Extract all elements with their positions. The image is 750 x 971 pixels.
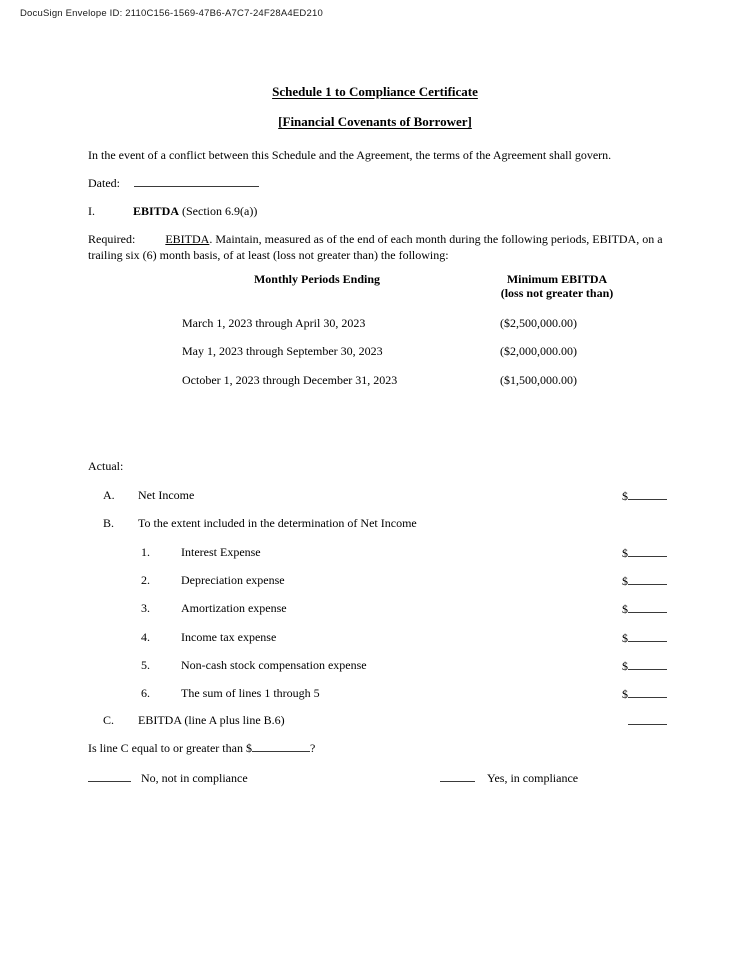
line-item-b3 — [88, 601, 667, 617]
item-label: Non-cash stock compensation expense — [181, 658, 367, 672]
table-row — [182, 316, 667, 331]
period-cell: October 1, 2023 through December 31, 2023 — [182, 373, 398, 387]
item-marker: 6. — [141, 686, 150, 700]
section-suffix: (Section 6.9(a)) — [182, 204, 258, 218]
no-compliance-blank[interactable] — [88, 770, 131, 782]
question-text: Is line C equal to or greater than $ — [88, 741, 252, 755]
item-marker: C. — [103, 713, 115, 727]
section-numeral: I. — [88, 204, 95, 218]
table-header-periods: Monthly Periods Ending — [253, 272, 381, 286]
item-marker: A. — [103, 488, 115, 502]
no-compliance-option — [88, 771, 248, 785]
item-label: To the extent included in the determination of Net Income — [138, 516, 417, 530]
amount-cell: ($2,500,000.00) — [500, 316, 577, 330]
section-heading-ebitda — [88, 203, 667, 219]
amount-field — [622, 658, 667, 674]
compliance-options — [88, 770, 667, 786]
dollar-sign: $ — [622, 546, 628, 560]
table-row — [182, 344, 667, 359]
dated-label: Dated: — [88, 176, 120, 190]
amount-blank[interactable] — [628, 713, 667, 725]
item-marker: 3. — [141, 601, 150, 615]
line-item-c — [88, 713, 667, 729]
amount-field — [622, 686, 667, 702]
actual-label: Actual: — [88, 459, 124, 473]
amount-blank[interactable] — [628, 545, 667, 557]
item-marker: 2. — [141, 573, 150, 587]
yes-compliance-blank[interactable] — [440, 770, 475, 782]
item-label: Income tax expense — [181, 630, 277, 644]
dollar-sign: $ — [622, 489, 628, 503]
item-label: Net Income — [138, 488, 195, 502]
dated-blank[interactable] — [134, 175, 259, 187]
line-item-a — [88, 488, 667, 504]
period-cell: May 1, 2023 through September 30, 2023 — [182, 344, 383, 358]
line-item-b5 — [88, 658, 667, 674]
amount-field — [622, 545, 667, 561]
amount-cell: ($2,000,000.00) — [500, 344, 577, 358]
ebitda-term: EBITDA — [165, 232, 210, 246]
item-label: Interest Expense — [181, 545, 261, 559]
section-title: EBITDA — [133, 204, 180, 218]
required-label: Required: — [88, 232, 136, 246]
amount-blank[interactable] — [628, 601, 667, 613]
item-marker: 5. — [141, 658, 150, 672]
item-label: Amortization expense — [181, 601, 287, 615]
amount-blank[interactable] — [628, 573, 667, 585]
required-paragraph — [88, 231, 666, 263]
yes-compliance-label: Yes, in compliance — [487, 771, 579, 785]
amount-blank[interactable] — [628, 658, 667, 670]
amount-blank[interactable] — [628, 488, 667, 500]
dated-line — [88, 175, 667, 191]
period-cell: March 1, 2023 through April 30, 2023 — [182, 316, 366, 330]
item-marker: 4. — [141, 630, 150, 644]
amount-field — [622, 573, 667, 589]
yes-compliance-option — [440, 770, 578, 786]
dollar-sign: $ — [622, 574, 628, 588]
covenants-subtitle: [Financial Covenants of Borrower] — [278, 114, 472, 129]
amount-cell: ($1,500,000.00) — [500, 373, 577, 387]
item-label: Depreciation expense — [181, 573, 285, 587]
amount-field — [628, 713, 667, 729]
conflict-clause: In the event of a conflict between this Schedule and the Agreement, the terms of the Agreement shall govern. — [88, 148, 612, 162]
amount-field — [622, 488, 667, 504]
amount-field — [622, 601, 667, 617]
line-item-b4 — [88, 630, 667, 646]
line-item-b1 — [88, 545, 667, 561]
item-label: The sum of lines 1 through 5 — [181, 686, 320, 700]
line-item-b — [88, 516, 667, 532]
line-item-b2 — [88, 573, 667, 589]
no-compliance-label: No, not in compliance — [141, 771, 248, 785]
item-marker: 1. — [141, 545, 150, 559]
dollar-sign: $ — [622, 659, 628, 673]
table-header-minimum-ebitda — [442, 272, 672, 300]
amount-blank[interactable] — [628, 630, 667, 642]
threshold-blank[interactable] — [252, 740, 310, 752]
docusign-envelope-id: DocuSign Envelope ID: 2110C156-1569-47B6-A7C7-24F28A4ED210 — [20, 8, 323, 19]
question-mark: ? — [309, 741, 316, 755]
item-marker: B. — [103, 516, 115, 530]
line-c-question — [88, 740, 667, 756]
table-header-minimum-ebitda-line1: Minimum EBITDA — [506, 272, 608, 286]
table-row — [182, 373, 667, 388]
item-label: EBITDA (line A plus line B.6) — [138, 713, 285, 727]
dollar-sign: $ — [622, 631, 628, 645]
table-header-minimum-ebitda-line2: (loss not greater than) — [500, 286, 614, 300]
dollar-sign: $ — [622, 687, 628, 701]
dollar-sign: $ — [622, 602, 628, 616]
line-item-b6 — [88, 686, 667, 702]
schedule-title: Schedule 1 to Compliance Certificate — [272, 84, 478, 99]
amount-blank[interactable] — [628, 686, 667, 698]
amount-field — [622, 630, 667, 646]
required-text: . Maintain, measured as of the end of each month during the following periods, EBITDA, on a trailing six (6) month basis, of at least (loss not greater than) the following: — [88, 232, 663, 262]
